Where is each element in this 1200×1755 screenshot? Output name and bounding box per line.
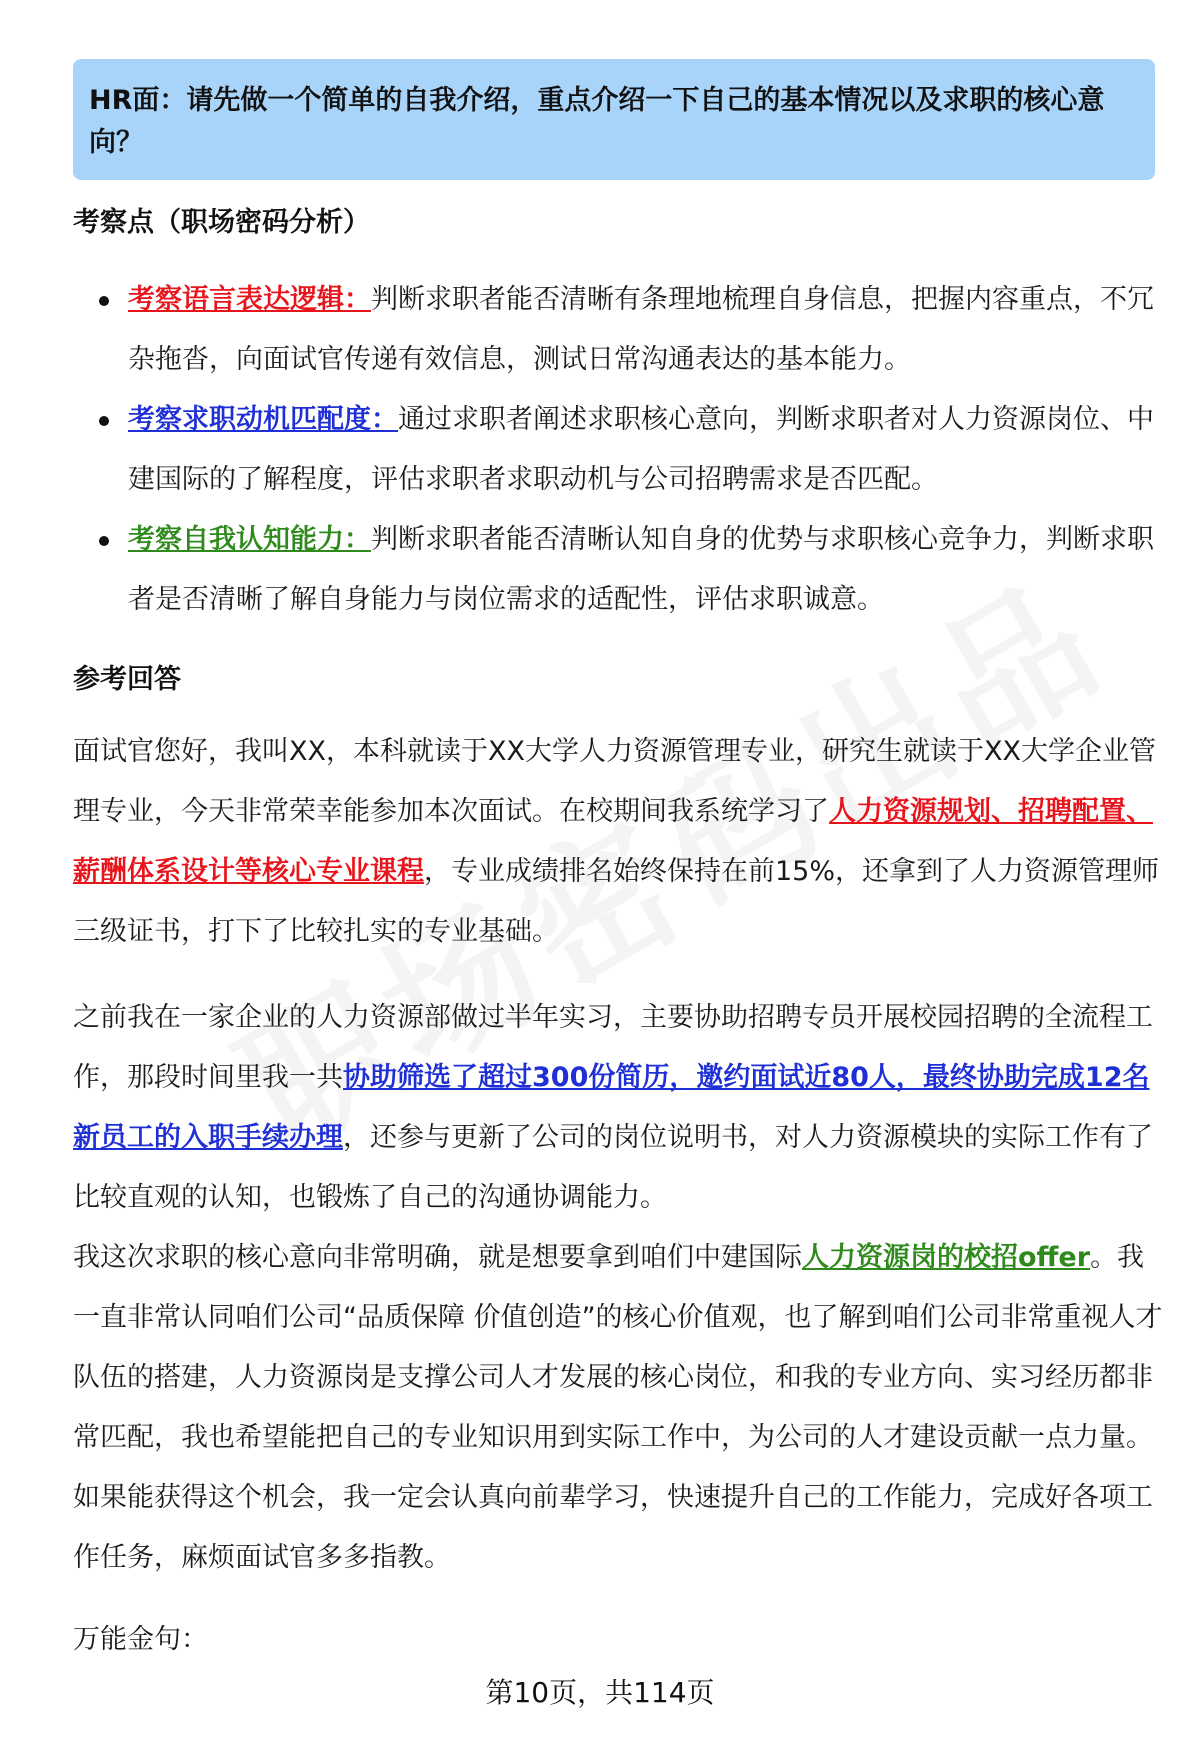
bullet-text: 通过求职者阐述求职核心意向，判断求职者对人力资源岗位、中建国际的了解程度，评估求职者求职动机与公司招聘需求是否匹配。 [128, 404, 1154, 495]
question-box [73, 59, 1155, 180]
para-text: 。我一直非常认同咱们公司“品质保障 价值创造”的核心价值观，也了解到咱们公司非常重视人才队伍的搭建，人力资源岗是支撑公司人才发展的核心岗位，和我的专业方向、实习经历都非常匹配，我也希望能把自己的专业知识用到实际工作中，为公司的人才建设贡献一点力量。如果能获得这个机会，我一定会认真向前辈学习，快速提升自己的工作能力，完成好各项工作任务，麻烦面试官多多指教。 [73, 1242, 1163, 1573]
bullet-dot-icon [99, 296, 109, 306]
bullet-text: 判断求职者能否清晰认知自身的优势与求职核心竞争力，判断求职者是否清晰了解自身能力与岗位需求的适配性，评估求职诚意。 [128, 524, 1154, 615]
bullet-dot-icon [99, 416, 109, 426]
para-highlight: 人力资源规划、招聘配置、薪酬体系设计等核心专业课程 [73, 796, 1153, 887]
bullet-key: 考察语言表达逻辑： [128, 284, 371, 315]
para-highlight: 人力资源岗的校招offer [802, 1242, 1091, 1273]
bullet-text: 判断求职者能否清晰有条理地梳理自身信息，把握内容重点，不冗杂拖沓，向面试官传递有效信息，测试日常沟通表达的基本能力。 [128, 284, 1154, 375]
para-text: 我这次求职的核心意向非常明确，就是想要拿到咱们中建国际 [73, 1242, 802, 1273]
para-text: ，还参与更新了公司的岗位说明书，对人力资源模块的实际工作有了比较直观的认知，也锻炼了自己的沟通协调能力。 [73, 1122, 1153, 1213]
section-title-analysis: 考察点（职场密码分析） [73, 207, 370, 238]
question-text: HR面：请先做一个简单的自我介绍，重点介绍一下自己的基本情况以及求职的核心意向？ [89, 85, 1105, 158]
answer-paragraph-3 [73, 1228, 1163, 1588]
bullet-dot-icon [99, 536, 109, 546]
page-number: 第10页，共114页 [485, 1676, 715, 1709]
bullet-key: 考察自我认知能力： [128, 524, 371, 555]
para-text: 之前我在一家企业的人力资源部做过半年实习，主要协助招聘专员开展校园招聘的全流程工作，那段时间里我一共 [73, 1002, 1153, 1093]
bullet-item [73, 270, 1163, 390]
closing-label: 万能金句： [73, 1624, 208, 1655]
para-highlight: 协助筛选了超过300份简历，邀约面试近80人，最终协助完成12名新员工的入职手续办理 [73, 1062, 1150, 1153]
para-text: ，专业成绩排名始终保持在前15%，还拿到了人力资源管理师三级证书，打下了比较扎实的专业基础。 [73, 856, 1160, 947]
answer-paragraph-2 [73, 988, 1163, 1228]
section-title-answer: 参考回答 [73, 664, 181, 695]
answer-paragraph-1 [73, 722, 1163, 962]
bullet-item [73, 510, 1163, 630]
bullet-key: 考察求职动机匹配度： [128, 404, 398, 435]
bullet-item [73, 390, 1163, 510]
bullet-list [73, 270, 1163, 630]
para-text: 面试官您好，我叫XX，本科就读于XX大学人力资源管理专业，研究生就读于XX大学企业管理专业，今天非常荣幸能参加本次面试。在校期间我系统学习了 [73, 736, 1156, 827]
